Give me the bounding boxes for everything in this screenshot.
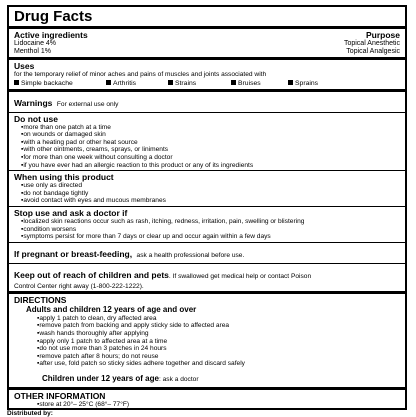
- list-item: [14, 409, 400, 410]
- list-item: ▪after use, fold patch so sticky sides adhere together and discard safely: [37, 360, 245, 368]
- other-information-section: [9, 387, 405, 410]
- uses-item: Bruises: [231, 80, 288, 88]
- list-item: ▪do not bandage tightly: [21, 189, 89, 197]
- uses-intro: for the temporary relief of minor aches and pains of muscles and joints associated with: [14, 71, 267, 78]
- distributed-by-label: Distributed by:: [7, 410, 53, 417]
- list-item: ▪use only as directed: [21, 182, 82, 190]
- when-using-heading: When using this product: [14, 172, 114, 183]
- list-item: ▪apply 1 patch to clean, dry affected area: [37, 314, 157, 322]
- list-item: ▪condition worsens: [21, 225, 77, 233]
- warnings-heading: Warnings: [14, 97, 53, 108]
- ingredient-purpose: Topical Analgesic: [346, 48, 400, 55]
- uses-item: Strains: [168, 80, 231, 88]
- keep-out-text-2: Control Center right away (1-800-222-1222).: [14, 282, 144, 290]
- drug-facts-title: Drug Facts: [14, 8, 93, 25]
- adults-heading: Adults and children 12 years of age and over: [26, 305, 197, 315]
- bullet-square-icon: [231, 80, 236, 85]
- ingredient-purpose: Topical Anesthetic: [343, 40, 400, 47]
- uses-item: Simple backache: [14, 80, 106, 88]
- list-item: ▪localized skin reactions occur such as rash, itching, redness, irritation, pain, swelling or blistering: [21, 217, 305, 225]
- list-item: ▪store at 20°– 25°C (68°– 77°F): [37, 400, 130, 408]
- list-item: ▪with other ointments, creams, sprays, or liniments: [21, 146, 169, 154]
- list-item: ▪do not use more than 3 patches in 24 hours: [37, 345, 167, 353]
- stop-use-section: [9, 206, 405, 242]
- keep-out-heading: Keep out of reach of children and pets: [14, 269, 169, 280]
- list-item: ▪with a heating pad or other heat source: [21, 138, 138, 146]
- keep-out-section: [9, 263, 405, 292]
- uses-heading: Uses: [14, 61, 35, 71]
- keep-out-text: . If swallowed get medical help or contact Poison: [168, 272, 312, 280]
- uses-item: Sprains: [288, 80, 318, 88]
- when-using-section: [9, 170, 405, 206]
- list-item: ▪wash hands thoroughly after applying: [37, 330, 149, 337]
- children-heading: Children under 12 years of age: [42, 373, 159, 383]
- pregnant-heading: If pregnant or breast-feeding,: [14, 248, 133, 259]
- bullet-square-icon: [106, 80, 111, 85]
- list-item: ▪apply only 1 patch to affected area at a time: [37, 337, 168, 345]
- uses-list: [14, 80, 400, 88]
- list-item: ▪for more than one week without consulting a doctor: [21, 153, 173, 161]
- active-ingredients-section: [9, 26, 405, 57]
- bullet-square-icon: [14, 80, 19, 85]
- stop-use-heading: Stop use and ask a doctor if: [14, 207, 128, 218]
- do-not-use-section: [9, 112, 405, 171]
- list-item: ▪symptoms persist for more than 7 days or clear up and occur again within a few days: [21, 233, 271, 241]
- other-information-heading: OTHER INFORMATION: [14, 390, 106, 401]
- ingredient-name: Lidocaine 4%: [14, 40, 57, 47]
- uses-item: Arthritis: [106, 80, 168, 88]
- pregnant-text: ask a health professional before use.: [136, 251, 245, 259]
- list-item: ▪remove patch from backing and apply sticky side to affected area: [37, 322, 230, 330]
- list-item: ▪more than one patch at a time: [21, 123, 111, 131]
- bullet-square-icon: [168, 80, 173, 85]
- active-ingredients-heading: Active ingredients: [14, 30, 88, 40]
- list-item: ▪remove patch after 8 hours; do not reuse: [37, 352, 159, 360]
- list-item: ▪if you have ever had an allergic reaction to this product or any of its ingredients: [21, 161, 254, 169]
- drug-facts-panel: [7, 5, 407, 410]
- directions-section: [9, 291, 405, 387]
- ingredient-name: Menthol 1%: [14, 48, 51, 55]
- do-not-use-heading: Do not use: [14, 113, 58, 124]
- directions-heading: DIRECTIONS: [14, 295, 67, 306]
- purpose-heading: Purpose: [365, 30, 400, 40]
- uses-section: [9, 57, 405, 89]
- pregnant-section: [9, 242, 405, 263]
- list-item: ▪on wounds or damaged skin: [21, 131, 106, 139]
- list-item: ▪avoid contact with eyes and mucous membranes: [21, 197, 166, 205]
- active-row: [14, 48, 400, 56]
- children-text: : ask a doctor: [158, 375, 199, 383]
- active-row: [14, 40, 400, 48]
- bullet-square-icon: [288, 80, 293, 85]
- warnings-section: [9, 89, 405, 112]
- warnings-text: For external use only: [56, 100, 119, 108]
